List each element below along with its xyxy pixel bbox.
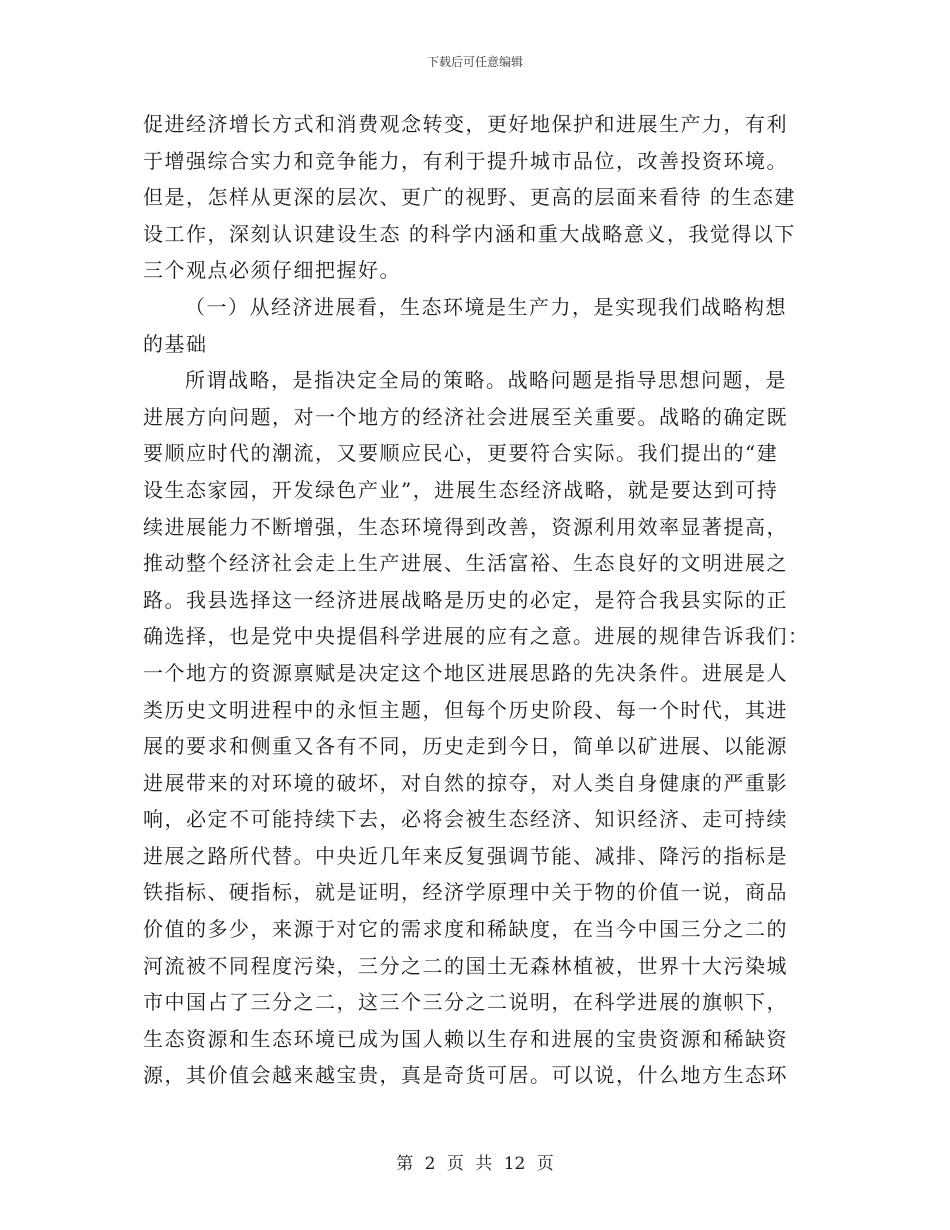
section-heading-continuation: 的基础: [143, 331, 208, 356]
text-line: 路。我县选择这一经济进展战略是历史的必定，是符合我县实际的正: [143, 587, 788, 612]
text-line: 源，其价值会越来越宝贵，真是奇货可居。可以说，什么地方生态环: [143, 1063, 788, 1088]
text-line: 续进展能力不断增强，生态环境得到改善，资源利用效率显著提高，: [143, 514, 788, 539]
text-line: 推动整个经济社会走上生产进展、生活富裕、生态良好的文明进展之: [143, 551, 788, 576]
text-line: 响，必定不可能持续下去，必将会被生态经济、知识经济、走可持续: [143, 807, 788, 832]
section-heading: （一）从经济进展看，生态环境是生产力，是实现我们战略构想: [185, 294, 787, 319]
text-line: 要顺应时代的潮流，又要顺应民心，更要符合实际。我们提出的“建: [143, 441, 779, 466]
text-line: 生态资源和生态环境已成为国人赖以生存和进展的宝贵资源和稀缺资: [143, 1026, 788, 1051]
text-line: 确选择，也是党中央提倡科学进展的应有之意。进展的规律告诉我们：: [143, 624, 810, 649]
body-text: [143, 106, 808, 1094]
text-line: 设生态家园，开发绿色产业”，进展生态经济战略，就是要达到可持: [143, 477, 779, 502]
text-line: 河流被不同程度污染，三分之二的国土无森林植被，世界十大污染城: [143, 953, 788, 978]
text-line: 于增强综合实力和竞争能力，有利于提升城市品位，改善投资环境。: [143, 148, 788, 173]
page-header-note: 下载后可任意编辑: [426, 55, 523, 69]
text-line: 一个地方的资源禀赋是决定这个地区进展思路的先决条件。进展是人: [143, 660, 788, 685]
text-line: 进展带来的对环境的破坏，对自然的掠夺，对人类自身健康的严重影: [143, 770, 788, 795]
text-line: 进展之路所代替。中央近几年来反复强调节能、减排、降污的指标是: [143, 843, 788, 868]
page-number: 第 2 页 共 12 页: [396, 1154, 554, 1174]
text-line: 价值的多少，来源于对它的需求度和稀缺度，在当今中国三分之二的: [143, 917, 788, 942]
text-line: 设工作，深刻认识建设生态 的科学内涵和重大战略意义，我觉得以下: [143, 221, 796, 246]
text-line: 展的要求和侧重又各有不同，历史走到今日，简单以矿进展、以能源: [143, 734, 788, 759]
text-line: 三个观点必须仔细把握好。: [143, 258, 401, 283]
text-line: 进展方向问题，对一个地方的经济社会进展至关重要。战略的确定既: [143, 404, 788, 429]
paragraph-first-line: 所谓战略，是指决定全局的策略。战略问题是指导思想问题，是: [185, 368, 787, 393]
text-line: 市中国占了三分之二，这三个三分之二说明，在科学进展的旗帜下，: [143, 990, 788, 1015]
text-line: 促进经济增长方式和消费观念转变，更好地保护和进展生产力，有利: [143, 112, 788, 136]
text-line: 但是，怎样从更深的层次、更广的视野、更高的层面来看待 的生态建: [143, 185, 796, 210]
text-line: 类历史文明进程中的永恒主题，但每个历史阶段、每一个时代，其进: [143, 697, 788, 722]
text-line: 铁指标、硬指标，就是证明，经济学原理中关于物的价值一说，商品: [143, 880, 788, 905]
